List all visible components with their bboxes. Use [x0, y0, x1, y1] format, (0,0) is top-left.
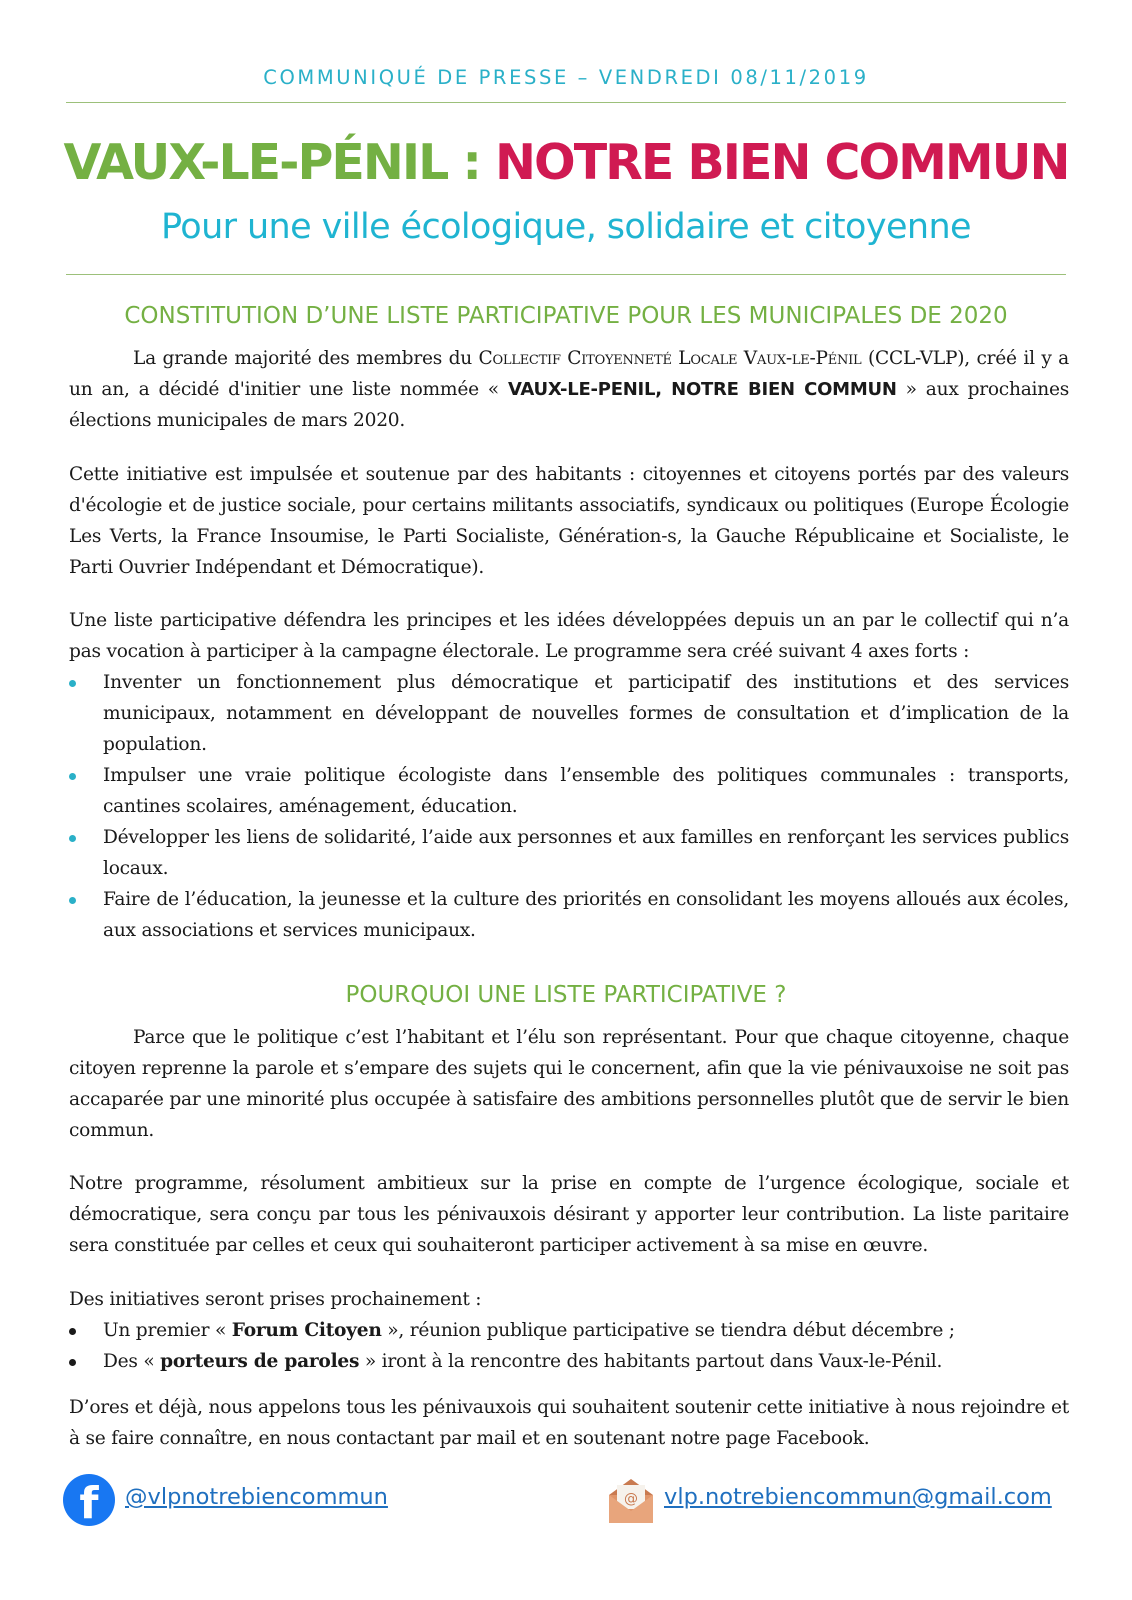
list-item: Développer les liens de solidarité, l’aide aux personnes et aux familles en renforçant les services publics locaux.	[69, 822, 1069, 884]
title-town: VAUX-LE-PÉNIL :	[63, 134, 496, 191]
list-name: VAUX-LE-PENIL, NOTRE BIEN COMMUN	[507, 379, 897, 400]
list-item: Inventer un fonctionnement plus démocratique et participatif des institutions et des services municipaux, notamment en développant de nouvelles formes de consultation et d’implication de la population.	[69, 667, 1069, 760]
bullet-icon	[69, 680, 76, 687]
envelope-icon[interactable]	[606, 1476, 656, 1526]
section2-paragraph-4: D’ores et déjà, nous appelons tous les pénivauxois qui souhaitent soutenir cette initiative à nous rejoindre et à se faire connaître, en nous contactant par mail et en soutenant notre page Facebook.	[69, 1397, 1069, 1449]
title-slogan: NOTRE BIEN COMMUN	[495, 134, 1069, 191]
bullet-icon	[69, 1359, 76, 1366]
bullet-icon	[69, 773, 76, 780]
list-item: Un premier « Forum Citoyen », réunion publique participative se tiendra début décembre ;	[69, 1315, 1069, 1346]
title-divider	[66, 274, 1066, 275]
section1-heading: CONSTITUTION D’UNE LISTE PARTICIPATIVE POUR LES MUNICIPALES DE 2020	[124, 303, 1008, 329]
collectif-name: Collectif Citoyenneté Locale Vaux-le-Pénil	[478, 348, 862, 369]
facebook-link[interactable]: @vlpnotrebiencommun	[125, 1484, 388, 1510]
list-item: Faire de l’éducation, la jeunesse et la culture des priorités en consolidant les moyens alloués aux écoles, aux associations et services municipaux.	[69, 884, 1069, 946]
list-item: Des « porteurs de paroles » iront à la rencontre des habitants partout dans Vaux-le-Pénil.	[69, 1346, 1069, 1377]
page-title	[0, 134, 1132, 191]
axes-list	[69, 667, 1069, 946]
section2-heading: POURQUOI UNE LISTE PARTICIPATIVE ?	[345, 982, 787, 1008]
facebook-icon[interactable]: f	[63, 1474, 115, 1526]
page-subtitle: Pour une ville écologique, solidaire et citoyenne	[161, 207, 971, 247]
dateline: COMMUNIQUÉ DE PRESSE – VENDREDI 08/11/2019	[263, 66, 869, 89]
list-item: Impulser une vraie politique écologiste dans l’ensemble des politiques communales : transports, cantines scolaires, aménagement, éducation.	[69, 760, 1069, 822]
initiatives-list	[69, 1315, 1069, 1377]
top-divider	[66, 102, 1066, 103]
section1-paragraph-2: Cette initiative est impulsée et soutenue par des habitants : citoyennes et citoyens portés par des valeurs d'écologie et de justice sociale, pour certains militants associatifs, syndicaux ou politiques (Europe Écologie Les Verts, la France Insoumise, le Parti Socialiste, Génération-s, la Gauche Républicaine et Socialiste, le Parti Ouvrier Indépendant et Démocratique).	[69, 464, 1069, 578]
section2-paragraph-1: Parce que le politique c’est l’habitant et l’élu son représentant. Pour que chaque citoyenne, chaque citoyen reprenne la parole et s’empare des sujets qui le concernent, afin que la vie pénivauxoise ne soit pas accaparée par une minorité plus occupée à satisfaire des ambitions personnelles plutôt que de servir le bien commun.	[69, 1027, 1069, 1141]
bullet-icon	[69, 835, 76, 842]
bullet-icon	[69, 1328, 76, 1335]
section1-paragraph-1: La grande majorité des membres du Collectif Citoyenneté Locale Vaux-le-Pénil (CCL-VLP), créé il y a un an, a décidé d'initier une liste nommée « VAUX-LE-PENIL, NOTRE BIEN COMMUN » aux prochaines élections municipales de mars 2020.	[69, 348, 1070, 431]
section2-paragraph-2: Notre programme, résolument ambitieux sur la prise en compte de l’urgence écologique, sociale et démocratique, sera conçu par tous les pénivauxois désirant y apporter leur contribution. La liste paritaire sera constituée par celles et ceux qui souhaiteront participer activement à sa mise en œuvre.	[69, 1173, 1069, 1256]
at-sign: @	[624, 1491, 638, 1507]
section2-paragraph-3: Des initiatives seront prises prochainement :	[69, 1289, 482, 1310]
bullet-icon	[69, 897, 76, 904]
section1-paragraph-3: Une liste participative défendra les principes et les idées développées depuis un an par le collectif qui n’a pas vocation à participer à la campagne électorale. Le programme sera créé suivant 4 axes forts :	[69, 610, 1069, 662]
email-link[interactable]: vlp.notrebiencommun@gmail.com	[664, 1484, 1052, 1510]
